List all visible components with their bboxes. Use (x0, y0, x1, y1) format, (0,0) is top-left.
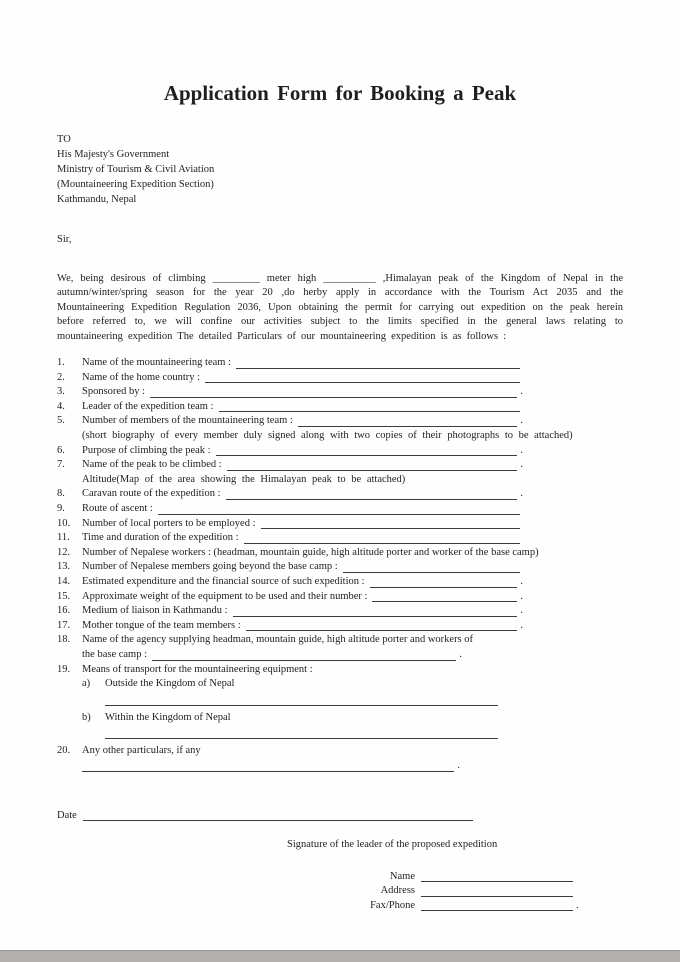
item-number: 20. (57, 745, 71, 757)
item-number: 10. (57, 517, 71, 529)
fill-in-blank (205, 382, 520, 383)
item-label: Medium of liaison in Kathmandu : (82, 605, 228, 617)
fill-in-blank (370, 587, 518, 588)
list-item (57, 575, 623, 590)
recipient-line: His Majesty's Government (57, 149, 170, 160)
item-label: Number of Nepalese workers : (headman, mountain guide, high altitude porter and worker of the base camp) (82, 546, 539, 558)
list-item (57, 531, 623, 546)
fill-in-blank (372, 601, 517, 602)
item-number: 1. (57, 357, 65, 369)
fill-in-blank (233, 616, 518, 617)
list-item (57, 414, 623, 443)
item-tail: . (520, 415, 523, 427)
fill-in-blank (219, 411, 521, 412)
item-tail: . (520, 576, 523, 587)
sub-item-label: Within the Kingdom of Nepal (105, 711, 231, 723)
item-label: Sponsored by : (82, 386, 145, 398)
fill-in-blank (152, 660, 456, 661)
item-label: Leader of the expedition team : (82, 400, 214, 412)
item-label: Mother tongue of the team members : (82, 619, 241, 631)
signature-field-row (337, 884, 623, 899)
signature-field-label: Fax/Phone (370, 899, 415, 911)
fill-in-line (105, 728, 498, 739)
fill-in-blank (261, 528, 521, 529)
item-note: (short biography of every member duly signed along with two copies of their photographs to be attached) (82, 430, 573, 442)
fill-in-blank (236, 368, 520, 369)
item-number: 15. (57, 590, 71, 602)
item-note: Altitude(Map of the area showing the Himalayan peak to be attached) (82, 473, 406, 485)
item-label: Means of transport for the mountaineering equipment : (82, 663, 313, 675)
fill-in-line (105, 695, 498, 706)
item-label: Name of the peak to be climbed : (82, 459, 222, 471)
fill-in-blank (226, 499, 518, 500)
scan-bottom-edge (0, 950, 680, 962)
recipient-line: Kathmandu, Nepal (57, 194, 137, 205)
list-item (57, 371, 623, 386)
list-item (57, 502, 623, 517)
item-tail: . (520, 386, 523, 398)
item-label: Number of local porters to be employed : (82, 517, 256, 529)
signature-fields (337, 870, 623, 914)
recipient-line: Ministry of Tourism & Civil Aviation (57, 164, 215, 175)
item-label: Purpose of climbing the peak : (82, 444, 211, 456)
item-number: 13. (57, 561, 71, 573)
signature-caption: Signature of the leader of the proposed expedition (287, 838, 498, 850)
list-item (57, 487, 623, 502)
fill-in-line (421, 896, 573, 897)
fill-in-line (421, 881, 573, 882)
item-label: Name of the agency supplying headman, mountain guide, high altitude porter and workers of (82, 634, 474, 646)
item-tail: . (520, 590, 523, 602)
fill-in-blank (246, 630, 518, 631)
document-content (0, 80, 680, 913)
item-tail: . (457, 759, 460, 771)
item-label: Approximate weight of the equipment to be used and their number : (82, 590, 368, 602)
item-tail: . (520, 459, 523, 471)
fill-in-blank (298, 426, 518, 427)
sub-item-letter: a) (82, 678, 91, 690)
list-item (57, 546, 623, 561)
list-item (57, 633, 623, 662)
item-tail: . (520, 488, 523, 500)
fill-in-line (421, 910, 573, 911)
item-label: Number of members of the mountaineering team : (82, 415, 293, 427)
item-label: Any other particulars, if any (82, 745, 201, 757)
fill-in-blank (158, 514, 520, 515)
signature-field-label: Address (380, 885, 415, 897)
item-label: Name of the home country : (82, 371, 201, 383)
fill-in-blank (150, 397, 517, 398)
item-label: Number of Nepalese members going beyond the base camp : (82, 561, 338, 573)
item-label: Caravan route of the expedition : (82, 488, 221, 500)
item-label: Estimated expenditure and the financial source of such expedition : (82, 576, 365, 587)
date-fill-line (83, 820, 473, 821)
list-item (57, 385, 623, 400)
item-number: 18. (57, 634, 71, 646)
fill-in-blank (343, 572, 520, 573)
fill-in-blank (244, 543, 520, 544)
fill-in-blank (227, 470, 518, 471)
sub-item-letter: b) (82, 711, 91, 723)
recipient-block (57, 132, 623, 207)
item-number: 12. (57, 546, 71, 558)
item-label: Route of ascent : (82, 503, 153, 515)
salutation: Sir, (57, 234, 72, 245)
list-item (57, 590, 623, 605)
item-number: 9. (57, 503, 65, 515)
list-item (57, 517, 623, 532)
item-number: 8. (57, 488, 65, 500)
item-number: 16. (57, 605, 71, 617)
item-label: Name of the mountaineering team : (82, 357, 231, 369)
date-row (57, 808, 623, 823)
sub-item (82, 711, 623, 726)
sub-item-label: Outside the Kingdom of Nepal (105, 678, 235, 690)
intro-paragraph: We, being desirous of climbing _________ meter high __________ ,Himalayan peak of the Kingdom of Nepal in the autumn/winter/spring season for the year 20 ,do herby apply in accordance with the Tourism Act 2035 and the Mountaineering Expedition Regulation 2036, Upon obtaining the permit for carrying out expedition on the peak herein before referred to, we will confine our activities subject to the limits specified in the general laws relating to mountaineering expedition The detailed Particulars of our mountaineering expedition is as follows : (57, 272, 623, 342)
signature-field-label: Name (389, 870, 415, 882)
item-number: 17. (57, 619, 71, 631)
signature-field-row (337, 870, 623, 885)
item-label: Time and duration of the expedition : (82, 532, 239, 544)
field-tail: . (576, 899, 579, 911)
item-number: 7. (57, 459, 65, 471)
list-item (57, 444, 623, 459)
fill-in-blank (216, 455, 518, 456)
particulars-list (57, 356, 623, 773)
list-item (57, 560, 623, 575)
item-number: 4. (57, 400, 65, 412)
item-number: 11. (57, 532, 70, 544)
page-title: Application Form for Booking a Peak (163, 81, 517, 105)
item-number: 2. (57, 371, 65, 383)
list-item (57, 604, 623, 619)
item-tail: . (459, 648, 462, 660)
list-item (57, 356, 623, 371)
item-number: 5. (57, 415, 65, 427)
signature-field-row (337, 899, 623, 914)
list-item (57, 458, 623, 487)
list-item (57, 744, 623, 773)
item-number: 6. (57, 444, 65, 456)
list-item (57, 619, 623, 634)
list-item (57, 663, 623, 745)
item-tail: . (520, 605, 523, 617)
item-tail: . (520, 444, 523, 456)
item-number: 14. (57, 576, 71, 587)
date-label: Date (57, 809, 77, 821)
recipient-line: (Mountaineering Expedition Section) (57, 179, 214, 190)
recipient-to: TO (57, 134, 71, 145)
list-item (57, 400, 623, 415)
fill-in-blank (82, 771, 454, 772)
sub-item (82, 677, 623, 692)
item-number: 19. (57, 663, 71, 675)
item-tail: . (520, 619, 523, 631)
item-label-continued: the base camp : (82, 648, 148, 660)
item-number: 3. (57, 386, 65, 398)
